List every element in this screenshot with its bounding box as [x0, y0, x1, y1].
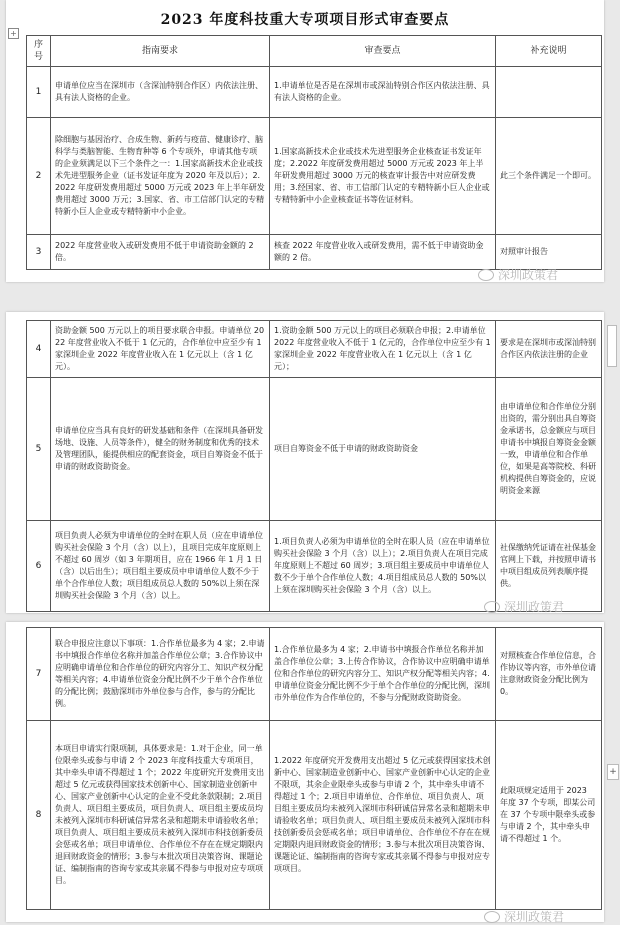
row-note: [496, 67, 602, 118]
add-row-icon[interactable]: +: [607, 764, 619, 780]
row-guide: 2022 年度营业收入或研发费用不低于申请资助金额的 2 倍。: [51, 235, 270, 270]
page-title: 2023 年度科技重大专项项目形式审查要点: [160, 12, 450, 28]
row-no: 6: [27, 521, 51, 612]
row-no: 8: [27, 721, 51, 910]
review-table: [26, 627, 602, 910]
watermark: [484, 908, 564, 925]
row-guide: 项目负责人必须为申请单位的全时在职人员（应在申请单位购买社会保险 3 个月（含）以上），且项目完成年度原则上不超过 60 周岁（如 3 年期项目，应在 1966 年 1 月 1 日（含）以后出生）；项目组主要成员中申请单位人数不少于单个合作单位人数；项目组成员总人数的 50%以上须在深圳购买社会保险 3 个月（含）以上。: [51, 521, 270, 612]
row-review: 1.合作单位最多为 4 家；2.申请书中填报合作单位名称并加盖合作单位公章；3.上传合作协议，合作协议中应明确申请单位和合作单位的研究内容分工、知识产权分配等相关内容；4.申请单位资金分配比例不少于单个合作单位的分配比例，深圳市外单位作为合作单位的，不参与分配财政资助资金。: [270, 628, 496, 721]
row-guide: 资助金额 500 万元以上的项目要求联合申报。申请单位 2022 年度营业收入不低于 1 亿元的，合作单位中应至少有 1 家深圳企业 2022 年度营业收入在 1 亿元以上（含 1 亿元）。: [51, 321, 270, 378]
review-table: [26, 320, 602, 612]
header-guide: 指南要求: [51, 36, 270, 67]
row-review: 1.国家高新技术企业或技术先进型服务企业核查证书发证年度；2.2022 年度研发费用超过 5000 万元或 2023 年上半年研发费用超过 3000 万元的核查审计报告中对应研发费用；3.经国家、省、市工信部门认定的专精特新小巨人企业或专精特新中小企业核查证书等佐证材料。: [270, 118, 496, 235]
table-row: [27, 378, 602, 521]
row-review: 1.项目负责人必须为申请单位的全时在职人员（应在申请单位购买社会保险 3 个月（含）以上）；2.项目负责人在项目完成年度原则上不超过 60 周岁；3.项目组主要成员中申请单位人数不少于单个合作单位人数；4.项目组成员总人数的 50%以上须在深圳购买社会保险 3 个月（含）以上。: [270, 521, 496, 612]
row-review: 项目自筹资金不低于申请的财政资助资金: [270, 378, 496, 521]
document-page-2: [6, 312, 604, 613]
wechat-logo-icon: [484, 601, 500, 613]
row-note: 对照审计报告: [496, 235, 602, 270]
row-guide: 联合申报应注意以下事项：1.合作单位最多为 4 家；2.申请书中填报合作单位名称并加盖合作单位公章；3.合作协议中应明确申请单位和合作单位的研究内容分工、知识产权分配等相关内容；4.申请单位资金分配比例不少于单个合作单位的分配比例；鼓励深圳市外单位参与合作，参与的分配比例。: [51, 628, 270, 721]
row-guide: 除细胞与基因治疗、合成生物、新药与疫苗、健康诊疗、脑科学与类脑智能、生物育种等 6 个专项外，申请其他专项的企业须满足以下三个条件之一：1.国家高新技术企业或技术先进型服务企业（证书发证年度为 2020 年及以后）；2.2022 年度研发费用超过 5000 万元或 2023 年上半年研发费用超过 3000 万元；3.国家、省、市工信部门认定的专精特新小巨人企业或专精特新中小企业。: [51, 118, 270, 235]
table-row: [27, 118, 602, 235]
table-row: [27, 235, 602, 270]
row-review: 1.申请单位是否是在深圳市或深汕特别合作区内依法注册、具有法人资格的企业。: [270, 67, 496, 118]
row-no: 2: [27, 118, 51, 235]
row-no: 5: [27, 378, 51, 521]
row-note: 此三个条件满足一个即可。: [496, 118, 602, 235]
watermark-text: 深圳政策君: [504, 600, 565, 614]
table-anchor-icon[interactable]: +: [8, 28, 19, 39]
row-guide: 申请单位应当在深圳市（含深汕特别合作区）内依法注册、具有法人资格的企业。: [51, 67, 270, 118]
row-review: 核查 2022 年度营业收入或研发费用，需不低于申请资助金额的 2 倍。: [270, 235, 496, 270]
row-guide: 本项目申请实行限项制，具体要求是：1.对于企业，同一单位限牵头或参与申请 2 个 2023 年度科技重大专项项目，其中牵头申请不得超过 1 个；2022 年度研究开发费用支出超过 5 亿元或获得国家技术创新中心、国家制造业创新中心、国家产业创新中心认定的企业不受此条款限制；2.项目负责人、项目组主要成员，项目负责人、项目组主要成员均未被列入深圳市科研诚信异常名录和超期未申请验收名单；项目负责人、项目组主要成员未被列入深圳市科技创新委员会惩戒名单；项目申请单位、合作单位不存在在规定期限内退回财政资金的情形；3.参与本批次项目决策咨询、课题论证、编制指南的咨询专家或其亲属不得参与申报对应专项项目。: [51, 721, 270, 910]
row-review: 1.资助金额 500 万元以上的项目必须联合申报；2.申请单位 2022 年度营业收入不低于 1 亿元的，合作单位中应至少有 1 家深圳企业 2022 年度营业收入在 1 亿元以上（含 1 亿元）；: [270, 321, 496, 378]
wechat-logo-icon: [478, 269, 494, 281]
wechat-logo-icon: [484, 911, 500, 923]
watermark-text: 深圳政策君: [504, 910, 565, 924]
header-note: 补充说明: [496, 36, 602, 67]
table-header-row: [27, 36, 602, 67]
header-review: 审查要点: [270, 36, 496, 67]
table-row: [27, 721, 602, 910]
row-guide: 申请单位应当具有良好的研发基础和条件（在深圳具备研发场地、设施、人员等条件），健全的财务制度和优秀的技术及管理团队，能提供相应的配套资金，项目自筹资金不低于申请的财政资助资金。: [51, 378, 270, 521]
table-row: [27, 628, 602, 721]
row-note: 此限项规定适用于 2023 年度 37 个专项，即某公司在 37 个专项中限牵头或参与申请 2 个，其中牵头申请不得超过 1 个。: [496, 721, 602, 910]
watermark: [484, 598, 564, 615]
row-note: 社保缴纳凭证请在社保基金官网上下载，并按照申请书中项目组成员列表顺序提供。: [496, 521, 602, 612]
row-review: 1.2022 年度研究开发费用支出超过 5 亿元或获得国家技术创新中心、国家制造业创新中心、国家产业创新中心认定的企业不限项，其余企业限牵头或参与申请 2 个，其中牵头申请不得超过 1 个；2.项目申请单位、合作单位、项目负责人、项目组主要成员均未被列入深圳市科研诚信异常名录和超期未申请验收名单；项目负责人、项目组主要成员未被列入深圳市科技创新委员会惩戒名单；项目申请单位、合作单位不存在在规定期限内退回财政资金的情形；3.参与本批次项目决策咨询、课题论证、编制指南的咨询专家或其亲属不得参与申报对应专项项目。: [270, 721, 496, 910]
header-no: 序号: [27, 36, 51, 67]
row-note: 对照核查合作单位信息，合作协议等内容，市外单位请注意财政资金分配比例为 0。: [496, 628, 602, 721]
table-row: [27, 321, 602, 378]
watermark: [478, 266, 558, 283]
row-no: 4: [27, 321, 51, 378]
row-note: 由申请单位和合作单位分别出资的，需分别出具自筹资金承诺书，总金额应与项目申请书中填报自筹资金金额一致，申请单位和合作单位，如果是高等院校、科研机构提供自筹资金的，应说明资金来源: [496, 378, 602, 521]
row-no: 3: [27, 235, 51, 270]
watermark-text: 深圳政策君: [498, 268, 559, 282]
scroll-handle[interactable]: [607, 325, 617, 367]
row-note: 要求是在深圳市或深汕特别合作区内依法注册的企业: [496, 321, 602, 378]
row-no: 1: [27, 67, 51, 118]
row-no: 7: [27, 628, 51, 721]
document-page-3: [6, 622, 604, 922]
review-table: [26, 35, 602, 270]
table-row: [27, 67, 602, 118]
document-page-1: [6, 0, 604, 282]
